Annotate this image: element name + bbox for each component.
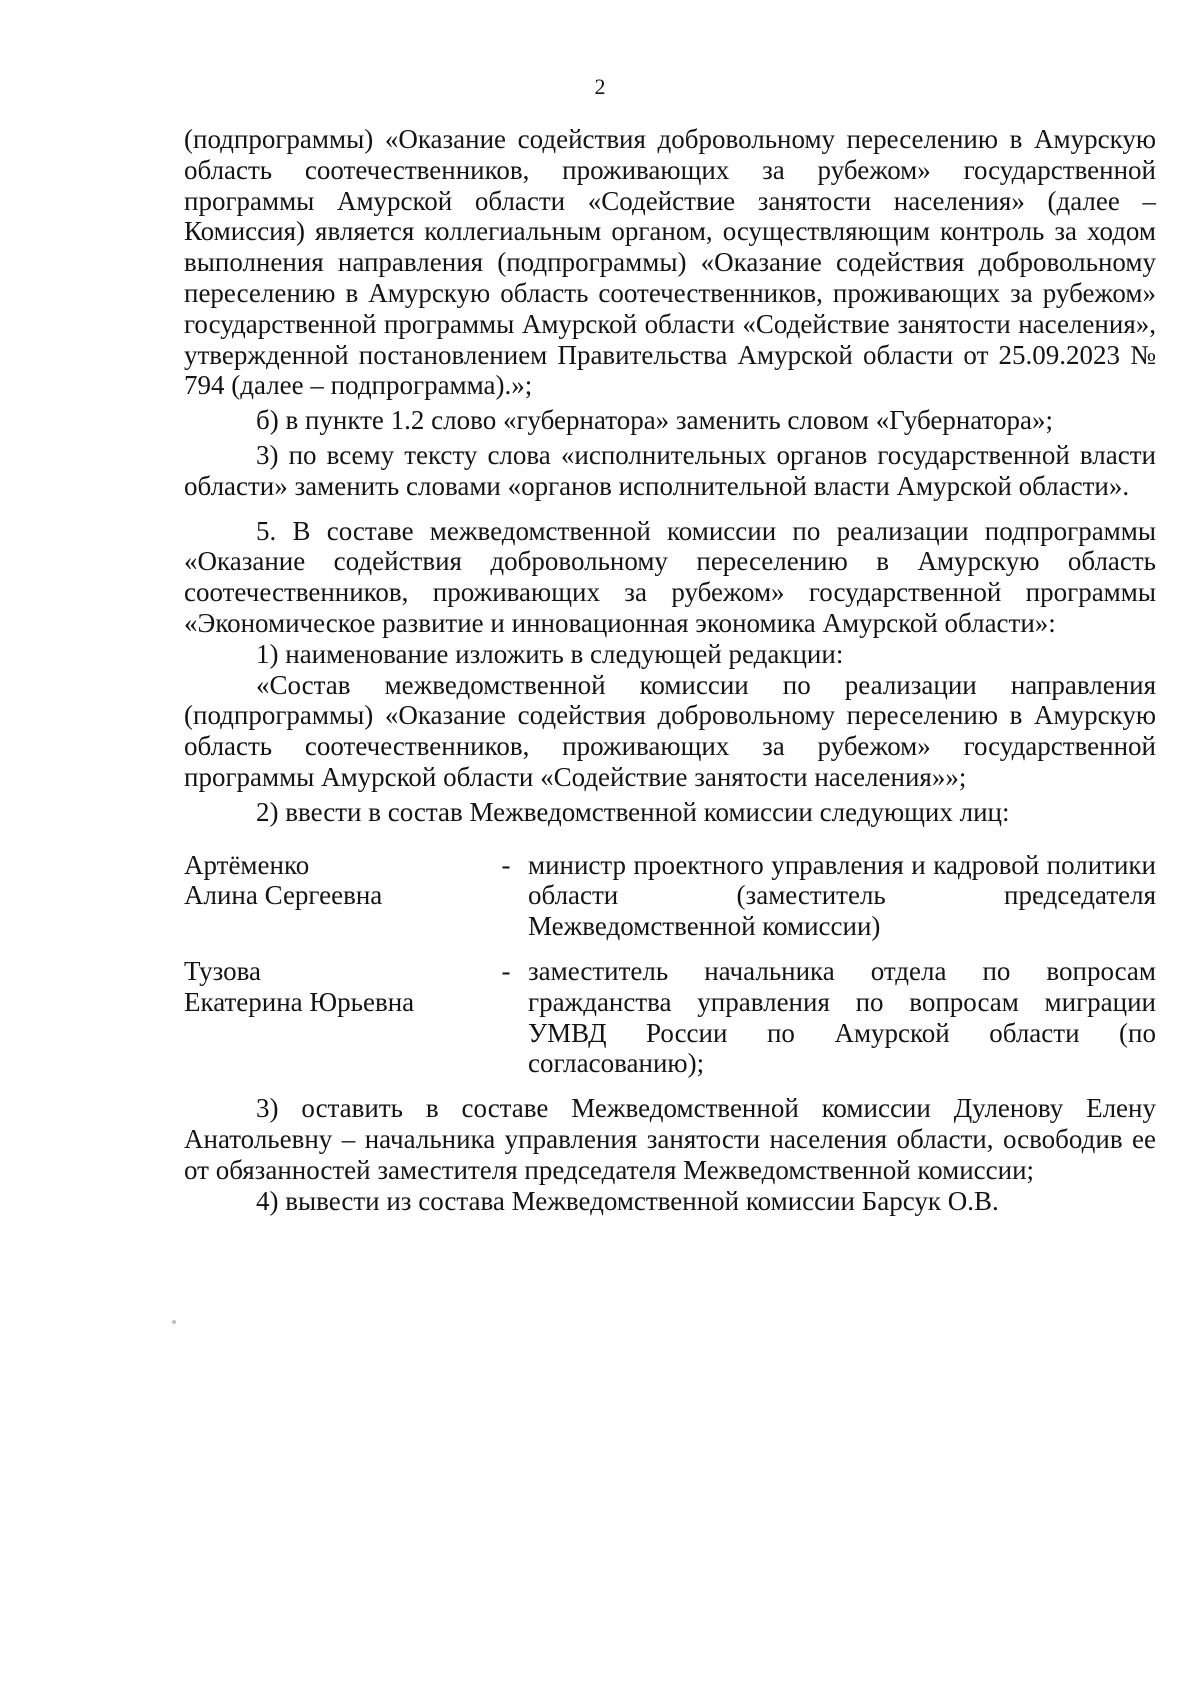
member-name: [184, 956, 484, 1018]
paragraph-section-5: 5. В составе межведомственной комиссии по реализации подпрограммы «Оказание содействия добровольному переселению в Амурскую область соотечественников, проживающих за рубежом» государственной программы «Экономическое развитие и инновационная экономика Амурской области»:: [184, 515, 1156, 638]
paragraph-item-3: 3) по всему тексту слова «исполнительных органов государственной власти области» заменить словами «органов исполнительной власти Амурской области».: [184, 439, 1156, 501]
paragraph-item-5-1: 1) наименование изложить в следующей редакции:: [256, 638, 844, 669]
paragraph-item-5-4: 4) вывести из состава Межведомственной комиссии Барсук О.В.: [256, 1185, 999, 1216]
member-row: [184, 956, 1156, 1079]
member-surname: Артёменко: [184, 849, 310, 880]
member-role: министр проектного управления и кадровой политики области (заместитель председателя Межведомственной комиссии): [528, 849, 1156, 942]
member-name: [184, 850, 484, 912]
member-role: заместитель начальника отдела по вопросам гражданства управления по вопросам миграции УМВД России по Амурской области (по согласованию);: [528, 955, 1156, 1079]
member-surname: Тузова: [184, 955, 262, 986]
paragraph-item-5-3: 3) оставить в составе Межведомственной комиссии Дуленову Елену Анатольевну – начальника управления занятости населения области, освободив ее от обязанностей заместителя председателя Межведомственной комиссии;: [184, 1093, 1156, 1185]
scan-dot-artifact: [172, 1320, 176, 1324]
paragraph-item-5-1-quote: «Состав межведомственной комиссии по реализации направления (подпрограммы) «Оказание содействия добровольному переселению в Амурскую область соотечественников, проживающих за рубежом» государственной программы Амурской области «Содействие занятости населения»»;: [184, 669, 1156, 792]
member-dash: -: [501, 955, 511, 986]
paragraph-item-5-2: 2) ввести в состав Межведомственной комиссии следующих лиц:: [256, 796, 1010, 827]
paragraph-intro: (подпрограммы) «Оказание содействия добровольному переселению в Амурскую область соотечественников, проживающих за рубежом» государственной программы Амурской области «Содействие занятости населения» (далее – Комиссия) является коллегиальным органом, осуществляющим контроль за ходом выполнения направления (подпрограммы) «Оказание содействия добровольному переселению в Амурскую область соотечественников, проживающих за рубежом» государственной программы Амурской области «Содействие занятости населения», утвержденной постановлением Правительства Амурской области от 25.09.2023 № 794 (далее – подпрограмма).»;: [184, 124, 1156, 401]
member-given-names: Алина Сергеевна: [184, 880, 383, 911]
member-dash: -: [501, 849, 511, 880]
members-list: [184, 850, 1156, 1080]
paragraph-item-b: б) в пункте 1.2 слово «губернатора» заменить словом «Губернатора»;: [256, 405, 1054, 436]
member-given-names: Екатерина Юрьевна: [184, 986, 415, 1017]
page-number: 2: [594, 74, 606, 99]
document-body: [184, 124, 1156, 1216]
member-row: [184, 850, 1156, 942]
